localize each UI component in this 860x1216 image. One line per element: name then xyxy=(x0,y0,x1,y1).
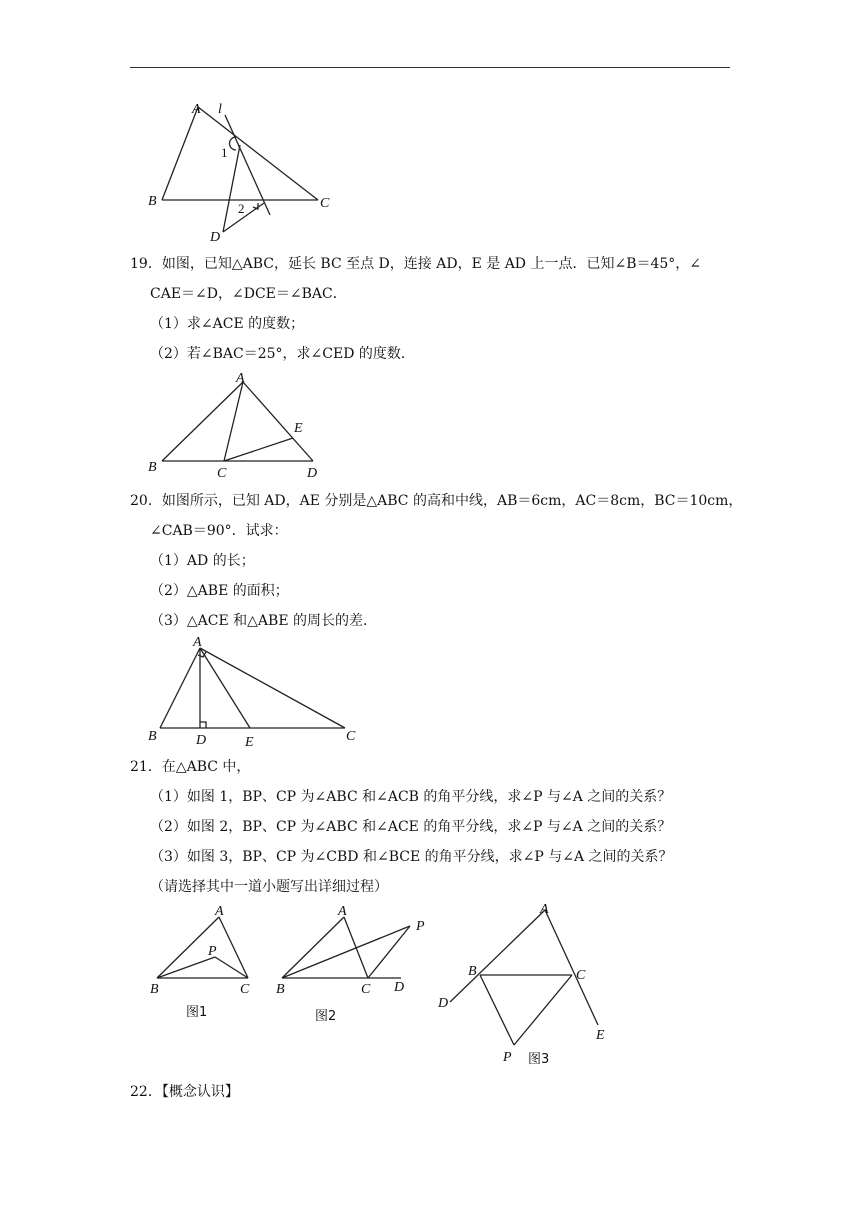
label-E: E xyxy=(596,1028,605,1043)
label-B: B xyxy=(468,964,477,979)
fig3-caption: 图3 xyxy=(528,1052,550,1067)
q20-line2: ∠CAB＝90°．试求： xyxy=(150,523,288,539)
label-B: B xyxy=(148,729,157,744)
figure-q21-2 xyxy=(270,900,440,1030)
q19-sub2: （2）若∠BAC＝25°，求∠CED 的度数． xyxy=(150,346,415,362)
q19-line1: 19．如图，已知△ABC，延长 BC 至点 D，连接 AD，E 是 AD 上一点．已知∠B＝45°，∠ xyxy=(130,256,702,272)
q20-sub2: （2）△ABE 的面积； xyxy=(150,583,289,599)
q20-sub3: （3）△ACE 和△ABE 的周长的差． xyxy=(150,613,378,629)
label-B: B xyxy=(148,194,157,209)
fig1-caption: 图1 xyxy=(186,1005,208,1020)
label-E: E xyxy=(245,735,254,750)
q20-sub1: （1）AD 的长； xyxy=(150,553,255,569)
label-B: B xyxy=(276,982,285,997)
q21-sub3: （3）如图 3，BP、CP 为∠CBD 和∠BCE 的角平分线，求∠P 与∠A 之间的关系？ xyxy=(150,849,673,865)
label-P: P xyxy=(503,1050,512,1065)
label-C: C xyxy=(240,982,250,997)
label-B: B xyxy=(150,982,159,997)
label-angle-1: 1 xyxy=(221,145,228,160)
q19-sub1: （1）求∠ACE 的度数； xyxy=(150,316,305,332)
label-A: A xyxy=(338,904,347,919)
figure-q18 xyxy=(140,95,340,245)
label-D: D xyxy=(394,980,405,995)
figure-q19 xyxy=(140,368,340,483)
label-A: A xyxy=(236,371,245,386)
label-C: C xyxy=(346,729,356,744)
header-rule xyxy=(130,67,730,68)
q19-line2: CAE＝∠D，∠DCE＝∠BAC． xyxy=(150,286,347,302)
label-A: A xyxy=(215,904,224,919)
q21-note: （请选择其中一道小题写出详细过程） xyxy=(150,879,388,895)
label-P: P xyxy=(416,919,425,934)
figure-q21-1 xyxy=(140,900,270,1025)
label-C: C xyxy=(320,196,330,211)
q22-line1: 22．【概念认识】 xyxy=(130,1084,239,1100)
q20-line1: 20．如图所示，已知 AD，AE 分别是△ABC 的高和中线，AB＝6cm，AC＝8cm，BC＝10cm， xyxy=(130,493,743,509)
figure-q20 xyxy=(140,630,380,750)
label-D: D xyxy=(210,230,221,245)
label-C: C xyxy=(217,466,227,481)
label-B: B xyxy=(148,460,157,475)
label-l: l xyxy=(218,102,222,117)
label-angle-2: 2 xyxy=(238,201,245,216)
figure-q21-3 xyxy=(430,895,620,1075)
label-A: A xyxy=(193,635,202,650)
label-A: A xyxy=(192,102,201,117)
label-C: C xyxy=(361,982,371,997)
label-D: D xyxy=(196,733,207,748)
label-C: C xyxy=(576,968,586,983)
label-E: E xyxy=(294,421,303,436)
label-D: D xyxy=(438,996,449,1011)
label-D: D xyxy=(307,466,318,481)
fig2-caption: 图2 xyxy=(315,1009,337,1024)
label-P: P xyxy=(208,944,217,959)
label-A: A xyxy=(540,902,549,917)
q21-sub2: （2）如图 2，BP、CP 为∠ABC 和∠ACE 的角平分线，求∠P 与∠A 之间的关系？ xyxy=(150,819,672,835)
q21-line1: 21．在△ABC 中， xyxy=(130,759,251,775)
q21-sub1: （1）如图 1，BP、CP 为∠ABC 和∠ACB 的角平分线，求∠P 与∠A 之间的关系？ xyxy=(150,789,672,805)
